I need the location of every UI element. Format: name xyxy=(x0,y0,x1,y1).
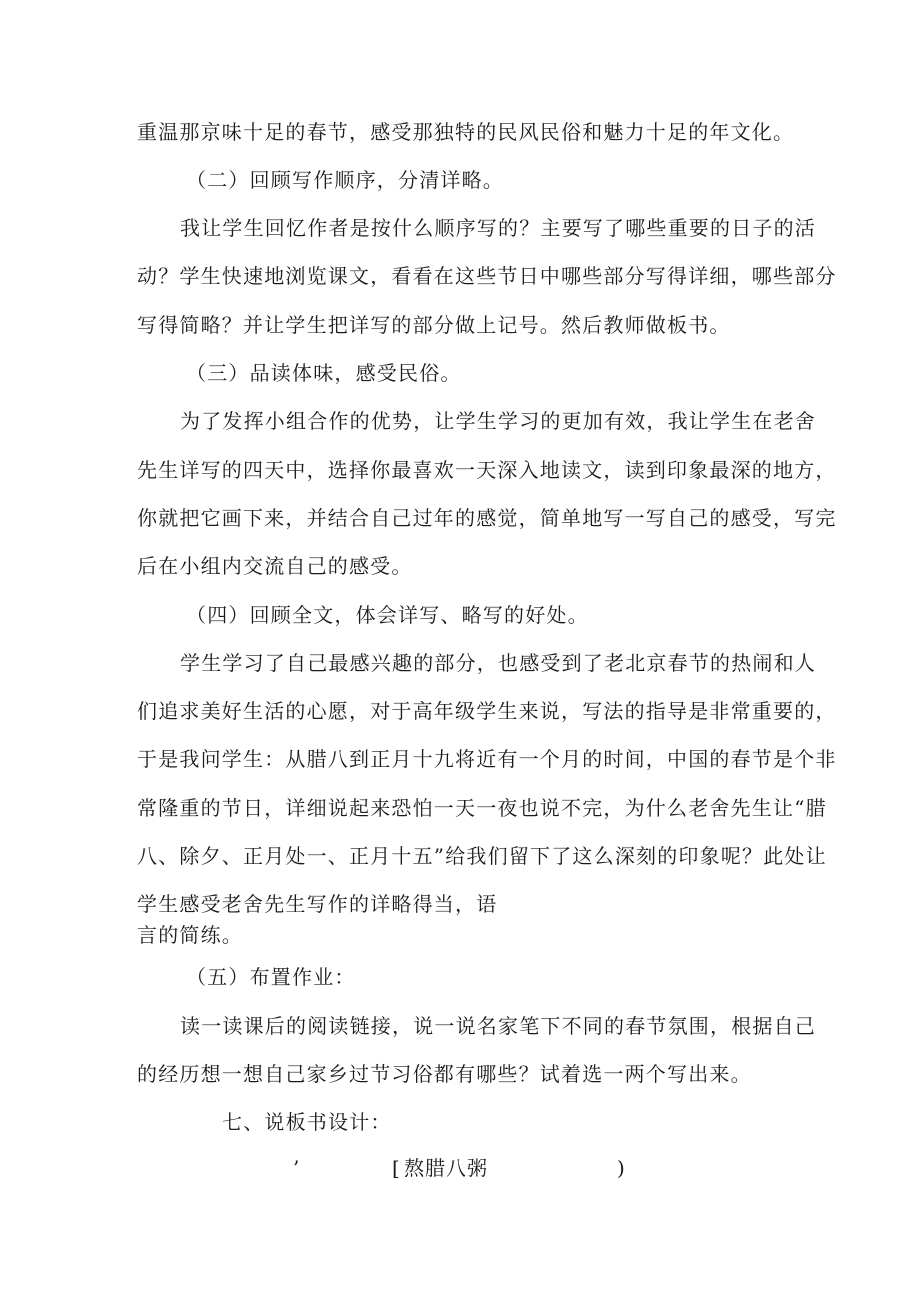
text-line-1: 重温那京味十足的春节，感受那独特的民风民俗和魅力十足的年文化。 xyxy=(137,120,795,144)
text-line-16: 八、除夕、正月处一、正月十五”给我们留下了这么深刻的印象呢？此处让 xyxy=(137,844,827,868)
text-line-3: 我让学生回忆作者是按什么顺序写的？主要写了哪些重要的日子的活 xyxy=(180,216,816,240)
text-line-18: 言的简练。 xyxy=(137,923,243,947)
text-line-5: 写得简略？并让学生把详写的部分做上记号。然后教师做板书。 xyxy=(137,313,731,337)
section-heading-7: 七、说板书设计： xyxy=(222,1110,392,1134)
text-line-17: 学生感受老舍先生写作的详略得当，语 xyxy=(137,892,498,916)
text-line-9: 你就把它画下来，并结合自己过年的感觉，简单地写一写自己的感受，写完 xyxy=(137,506,837,530)
text-line-20: 读一读课后的阅读链接，说一说名家笔下不同的春节氛围，根据自己 xyxy=(180,1014,816,1038)
board-close-bracket: ) xyxy=(617,1156,625,1180)
board-mark: ’ xyxy=(293,1156,300,1180)
text-line-12: 学生学习了自己最感兴趣的部分，也感受到了老北京春节的热闹和人 xyxy=(180,651,816,675)
section-heading-2: （二）回顾写作顺序，分清详略。 xyxy=(186,168,504,192)
text-line-7: 为了发挥小组合作的优势，让学生学习的更加有效，我让学生在老舍 xyxy=(180,409,816,433)
text-line-8: 先生详写的四天中，选择你最喜欢一天深入地读文，读到印象最深的地方， xyxy=(137,458,837,482)
text-line-14: 于是我问学生：从腊八到正月十九将近有一个月的时间，中国的春节是个非 xyxy=(137,747,837,771)
text-line-21: 的经历想一想自己家乡过节习俗都有哪些？试着选一两个写出来。 xyxy=(137,1062,752,1086)
text-line-4: 动？学生快速地浏览课文，看看在这些节日中哪些部分写得详细，哪些部分 xyxy=(137,264,837,288)
text-line-10: 后在小组内交流自己的感受。 xyxy=(137,554,413,578)
text-line-15: 常隆重的节日，详细说起来恐怕一天一夜也说不完，为什么老舍先生让“腊 xyxy=(137,796,827,820)
board-item-text: 熬腊八粥 xyxy=(404,1156,488,1180)
board-open-bracket: [ xyxy=(392,1156,400,1180)
section-heading-3: （三）品读体味，感受民俗。 xyxy=(186,361,462,385)
section-heading-4: （四）回顾全文，体会详写、略写的好处。 xyxy=(186,603,589,627)
text-line-13: 们追求美好生活的心愿，对于高年级学生来说，写法的指导是非常重要的， xyxy=(137,699,837,723)
section-heading-5: （五）布置作业： xyxy=(186,965,356,989)
